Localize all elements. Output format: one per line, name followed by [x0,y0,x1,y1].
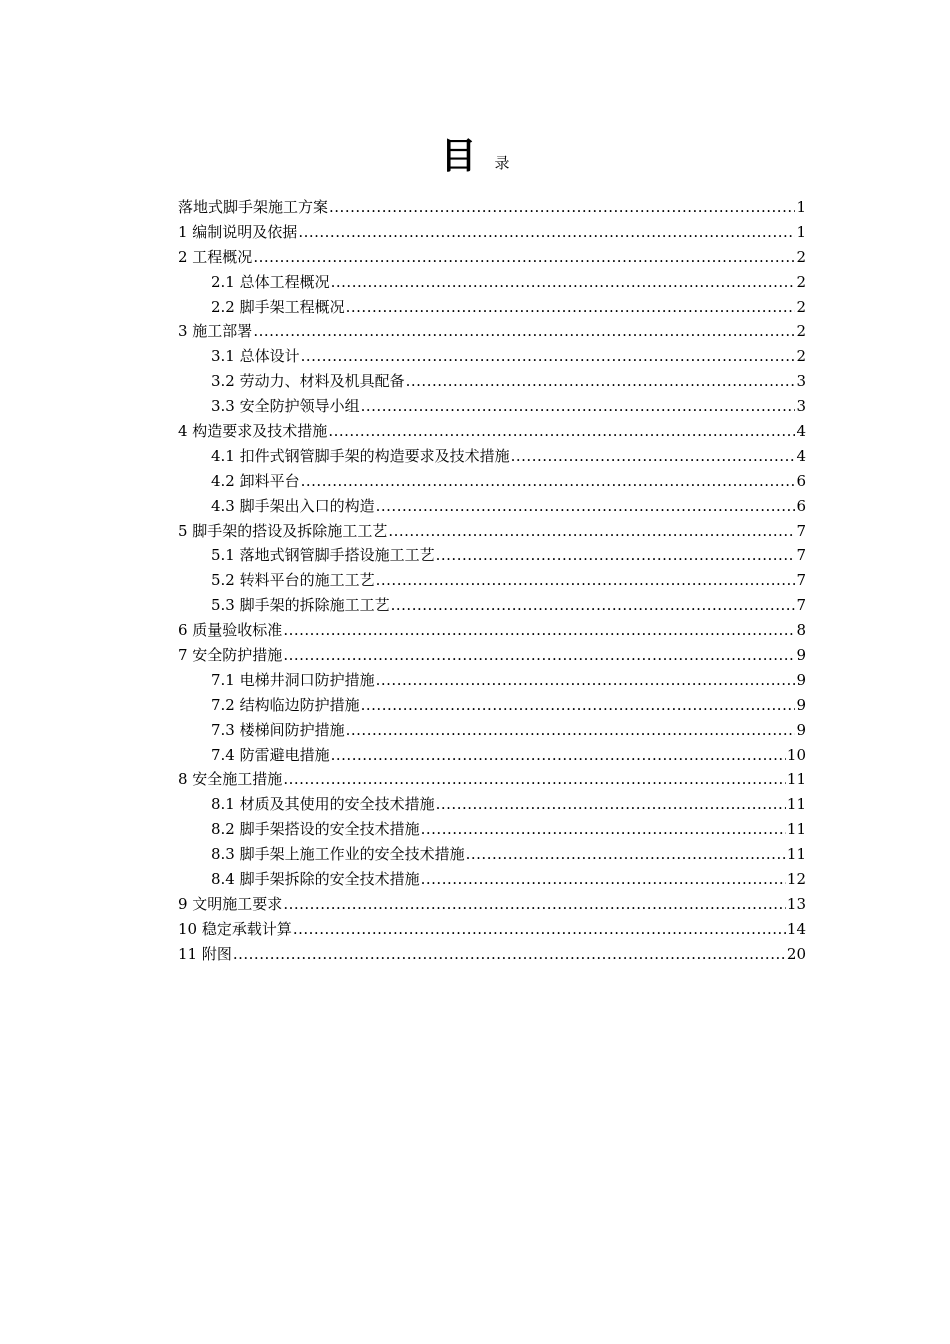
toc-entry-page-number: 9 [796,695,806,714]
toc-entry-label: 9 文明施工要求 [178,894,283,913]
toc-entry-page-number: 7 [796,571,806,590]
toc-entry-page-number: 9 [796,720,806,739]
toc-dot-leader [253,319,795,344]
toc-entry-page-number: 3 [796,397,806,416]
toc-entry-page-number: 7 [796,596,806,615]
toc-dot-leader [283,643,795,668]
toc-entry-page-number: 9 [796,646,806,665]
toc-dot-leader [283,892,786,917]
toc-dot-leader [466,842,786,867]
toc-dot-leader [406,369,796,394]
toc-dot-leader [376,668,796,693]
toc-dot-leader [421,817,786,842]
toc-entry-page-number: 11 [786,795,806,814]
toc-entry-label: 1 编制说明及依据 [178,222,298,241]
toc-entry[interactable] [178,295,806,320]
toc-entry[interactable] [178,519,806,544]
toc-entry-page-number: 11 [786,845,806,864]
toc-dot-leader [233,942,786,967]
toc-entry[interactable] [178,643,806,668]
toc-entry[interactable] [178,867,806,892]
toc-entry-label: 10 稳定承载计算 [178,919,292,938]
toc-entry-label: 7.3 楼梯间防护措施 [211,720,345,739]
toc-entry-label: 2.1 总体工程概况 [211,272,330,291]
toc-entry[interactable] [178,718,806,743]
toc-entry[interactable] [178,543,806,568]
toc-entry-page-number: 8 [796,621,806,640]
toc-entry[interactable] [178,668,806,693]
toc-heading-main: 目 [440,135,477,177]
toc-dot-leader [329,195,795,220]
toc-entry[interactable] [178,942,806,967]
toc-entry-label: 8.1 材质及其使用的安全技术措施 [211,795,435,814]
toc-dot-leader [331,743,786,768]
toc-entry[interactable] [178,568,806,593]
toc-entry[interactable] [178,817,806,842]
toc-entry-label: 4.1 扣件式钢管脚手架的构造要求及技术措施 [211,446,510,465]
toc-entry-page-number: 7 [796,546,806,565]
toc-entry[interactable] [178,419,806,444]
toc-dot-leader [298,220,795,245]
toc-entry-page-number: 3 [796,372,806,391]
toc-entry-label: 4 构造要求及技术措施 [178,422,328,441]
toc-entry-label: 3.1 总体设计 [211,347,300,366]
toc-entry-label: 2.2 脚手架工程概况 [211,297,345,316]
toc-dot-leader [301,469,796,494]
toc-entry-page-number: 14 [786,919,806,938]
toc-entry-label: 8.3 脚手架上施工作业的安全技术措施 [211,845,465,864]
toc-entry[interactable] [178,270,806,295]
toc-entry-label: 5.3 脚手架的拆除施工工艺 [211,596,390,615]
toc-entry-page-number: 10 [786,745,806,764]
toc-dot-leader [376,568,796,593]
toc-entry-page-number: 7 [796,521,806,540]
toc-entry[interactable] [178,444,806,469]
toc-entry[interactable] [178,394,806,419]
toc-dot-leader [293,917,786,942]
toc-dot-leader [301,344,796,369]
toc-heading-sub: 录 [494,154,510,172]
table-of-contents [178,195,806,967]
toc-entry-page-number: 2 [796,347,806,366]
toc-entry-label: 4.3 脚手架出入口的构造 [211,496,375,515]
toc-entry-page-number: 2 [796,247,806,266]
toc-entry[interactable] [178,917,806,942]
toc-entry-label: 11 附图 [178,944,232,963]
toc-entry-label: 6 质量验收标准 [178,621,283,640]
toc-entry-page-number: 2 [796,272,806,291]
toc-entry[interactable] [178,195,806,220]
toc-dot-leader [361,394,796,419]
toc-entry-label: 7.1 电梯井洞口防护措施 [211,670,375,689]
toc-entry-label: 8.2 脚手架搭设的安全技术措施 [211,820,420,839]
toc-heading [0,128,950,179]
toc-entry-label: 3 施工部署 [178,322,253,341]
toc-dot-leader [376,494,796,519]
toc-entry[interactable] [178,319,806,344]
toc-entry[interactable] [178,369,806,394]
toc-entry[interactable] [178,767,806,792]
toc-entry-label: 落地式脚手架施工方案 [178,198,329,216]
toc-entry-page-number: 4 [796,422,806,441]
toc-entry[interactable] [178,618,806,643]
toc-dot-leader [391,593,796,618]
toc-dot-leader [283,767,786,792]
toc-entry-label: 5 脚手架的搭设及拆除施工工艺 [178,521,388,540]
toc-dot-leader [346,718,796,743]
toc-entry[interactable] [178,245,806,270]
toc-entry-label: 3.3 安全防护领导小组 [211,397,360,416]
toc-dot-leader [436,792,786,817]
toc-entry-page-number: 13 [786,894,806,913]
toc-entry[interactable] [178,593,806,618]
toc-entry-page-number: 4 [796,446,806,465]
toc-entry-page-number: 6 [796,471,806,490]
toc-entry-page-number: 1 [796,222,806,241]
toc-entry-page-number: 6 [796,496,806,515]
toc-entry-page-number: 20 [786,944,806,963]
toc-dot-leader [283,618,795,643]
toc-dot-leader [331,270,796,295]
toc-dot-leader [253,245,795,270]
toc-entry-page-number: 11 [786,820,806,839]
toc-entry-page-number: 12 [786,870,806,889]
toc-entry-label: 5.2 转料平台的施工工艺 [211,571,375,590]
toc-entry[interactable] [178,220,806,245]
toc-entry[interactable] [178,792,806,817]
toc-entry-label: 4.2 卸料平台 [211,471,300,490]
toc-dot-leader [436,543,796,568]
toc-dot-leader [361,693,796,718]
toc-entry[interactable] [178,344,806,369]
toc-entry-page-number: 11 [786,770,806,789]
toc-entry-label: 8 安全施工措施 [178,770,283,789]
toc-entry-page-number: 9 [796,670,806,689]
toc-entry-label: 8.4 脚手架拆除的安全技术措施 [211,870,420,889]
toc-dot-leader [421,867,786,892]
toc-entry-label: 7.2 结构临边防护措施 [211,695,360,714]
toc-dot-leader [328,419,795,444]
toc-entry[interactable] [178,842,806,867]
toc-entry-label: 7 安全防护措施 [178,646,283,665]
toc-entry-page-number: 1 [796,198,806,216]
toc-entry-page-number: 2 [796,322,806,341]
toc-entry-label: 7.4 防雷避电措施 [211,745,330,764]
toc-dot-leader [511,444,796,469]
toc-entry[interactable] [178,469,806,494]
toc-entry[interactable] [178,494,806,519]
toc-dot-leader [346,295,796,320]
toc-entry-label: 5.1 落地式钢管脚手搭设施工工艺 [211,546,435,565]
toc-entry-page-number: 2 [796,297,806,316]
toc-entry[interactable] [178,892,806,917]
toc-dot-leader [388,519,795,544]
toc-entry[interactable] [178,693,806,718]
toc-entry-label: 2 工程概况 [178,247,253,266]
toc-entry-label: 3.2 劳动力、材料及机具配备 [211,372,405,391]
toc-entry[interactable] [178,743,806,768]
